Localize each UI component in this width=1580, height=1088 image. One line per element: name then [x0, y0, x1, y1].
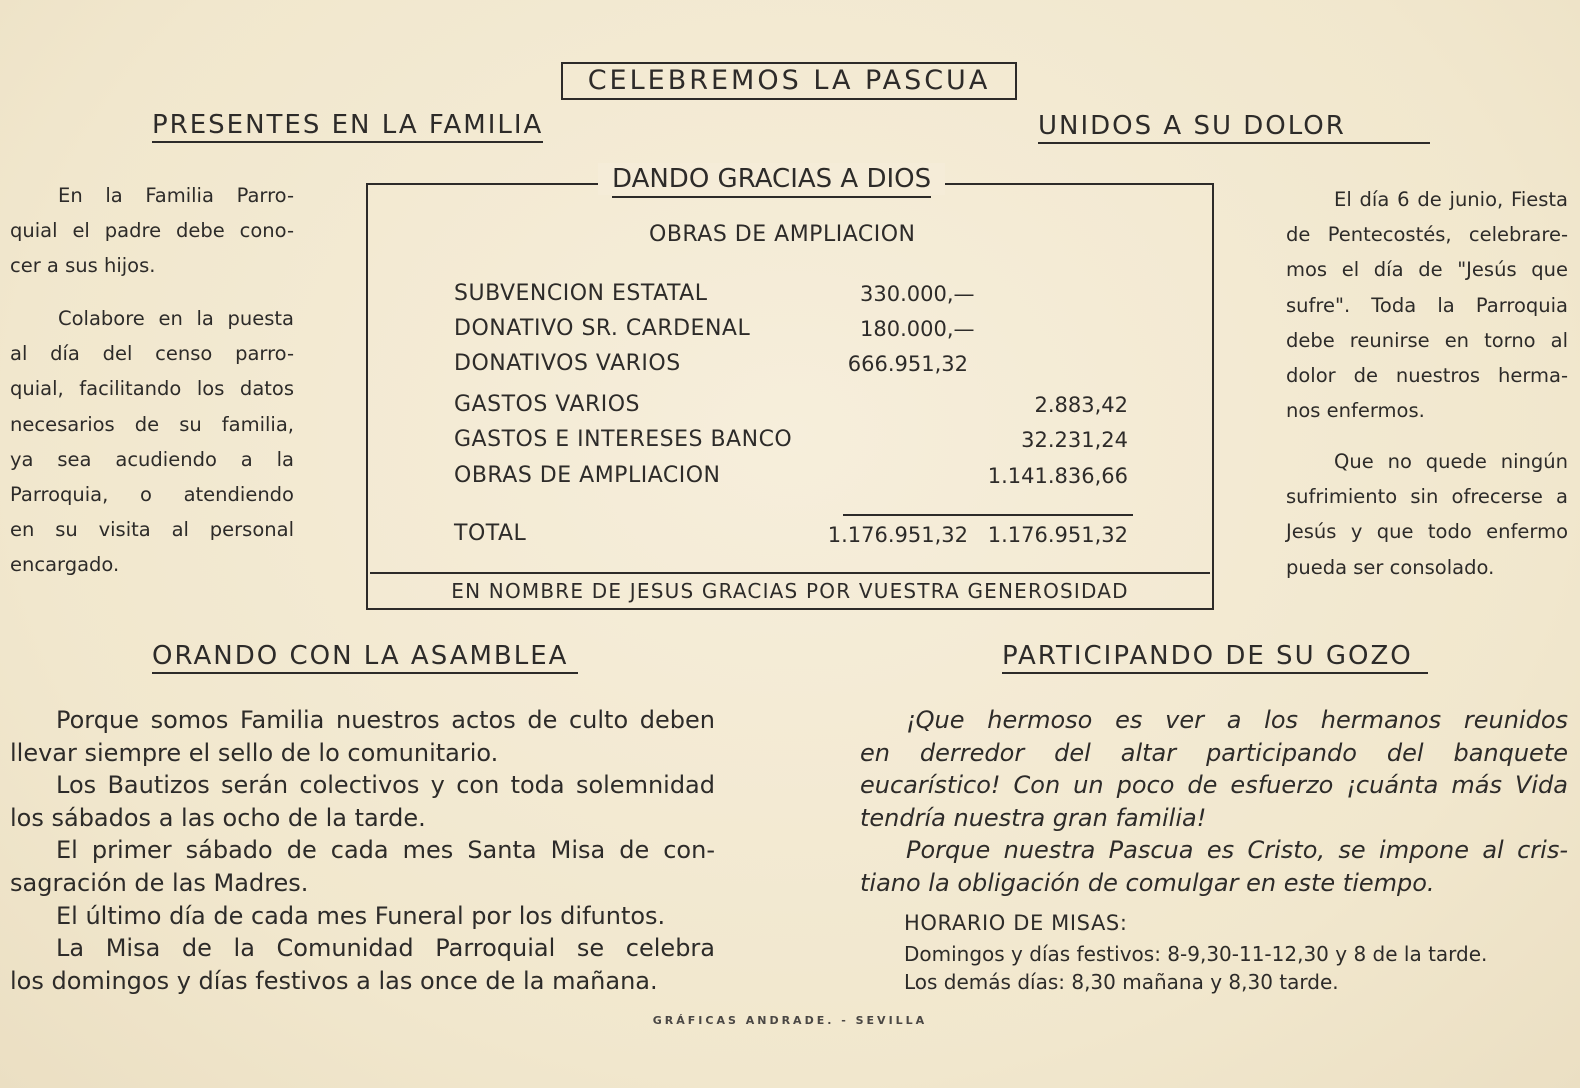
line: debe reunirse en torno al — [1286, 328, 1568, 352]
income-label: DONATIVOS VARIOS — [454, 351, 681, 376]
total-income: 1.176.951,32 — [827, 523, 968, 547]
expense-amount: 1.141.836,66 — [987, 464, 1128, 488]
box-footer: EN NOMBRE DE JESUS GRACIAS POR VUESTRA GENEROSIDAD — [451, 579, 1129, 603]
text-line: tiano la obligación de comulgar en este tiempo. — [860, 868, 1435, 897]
schedule-title: HORARIO DE MISAS: — [904, 911, 1128, 935]
schedule-line: Domingos y días festivos: 8-9,30-11-12,30 y 8 de la tarde. — [904, 942, 1488, 966]
line: encargado. — [10, 553, 120, 577]
line: ya sea acudiendo a la — [10, 447, 294, 471]
total-expenses: 1.176.951,32 — [987, 523, 1128, 547]
line: sufre". Toda la Parroquia — [1286, 293, 1568, 317]
right-top-para2 — [1286, 444, 1568, 585]
line: quial, facilitando los datos — [10, 377, 294, 401]
line: Que no quede ningún — [1334, 450, 1568, 473]
expense-label: GASTOS VARIOS — [454, 392, 641, 417]
main-title: CELEBREMOS LA PASCUA — [561, 62, 1017, 100]
left-top-para1 — [10, 178, 294, 284]
line: cer a sus hijos. — [10, 254, 156, 278]
box-title — [598, 163, 945, 195]
heading-presentes: PRESENTES EN LA FAMILIA — [152, 110, 543, 143]
line: Jesús y que todo enfermo — [1286, 520, 1568, 544]
expense-amount: 32.231,24 — [1021, 428, 1128, 452]
text-line: llevar siempre el sello de lo comunitario. — [10, 738, 499, 767]
income-amount: 330.000,— — [860, 282, 975, 306]
line: nos enfermos. — [1286, 399, 1425, 423]
line: mos el día de "Jesús que — [1286, 258, 1568, 282]
schedule-line: Los demás días: 8,30 mañana y 8,30 tarde. — [904, 970, 1339, 994]
text-line: sagración de las Madres. — [10, 868, 309, 897]
right-bottom-text — [860, 704, 1568, 900]
expense-label: OBRAS DE AMPLIACION — [454, 463, 721, 488]
schedule-list — [904, 940, 1487, 996]
line: al día del censo parro- — [10, 342, 294, 366]
printer-credit: GRÁFICAS ANDRADE. - SEVILLA — [652, 1014, 928, 1027]
line: de Pentecostés, celebrare- — [1286, 223, 1568, 247]
text-line: en derredor del altar participando del banquete — [860, 738, 1568, 767]
line: necesarios de su familia, — [10, 412, 294, 436]
text-line: Porque nuestra Pascua es Cristo, se impone al cris- — [906, 836, 1568, 865]
left-bottom-text — [10, 704, 715, 997]
box-footer-rule — [370, 572, 1210, 574]
line: Colabore en la puesta — [58, 307, 294, 330]
line: dolor de nuestros herma- — [1286, 364, 1568, 388]
income-amount: 666.951,32 — [847, 352, 968, 376]
text-line: tendría nuestra gran familia! — [860, 803, 1207, 832]
heading-orando: ORANDO CON LA ASAMBLEA — [152, 641, 578, 674]
text-line: El primer sábado de cada mes Santa Misa de con- — [56, 836, 715, 865]
income-label: DONATIVO SR. CARDENAL — [454, 316, 751, 341]
total-rule — [843, 514, 1133, 516]
line: sufrimiento sin ofrecerse a — [1286, 485, 1568, 509]
income-label: SUBVENCION ESTATAL — [454, 281, 708, 306]
line: en su visita al personal — [10, 518, 294, 542]
text-line: los domingos y días festivos a las once de la mañana. — [10, 966, 658, 995]
text-line: ¡Que hermoso es ver a los hermanos reunidos — [906, 706, 1568, 734]
line: Parroquia, o atendiendo — [10, 483, 294, 507]
text-line: El último día de cada mes Funeral por los difuntos. — [56, 901, 666, 930]
right-top-para1 — [1286, 182, 1568, 428]
text-line: Los Bautizos serán colectivos y con toda solemnidad — [56, 771, 715, 800]
expense-label: GASTOS E INTERESES BANCO — [454, 427, 793, 452]
text-line: Porque somos Familia nuestros actos de culto deben — [56, 706, 715, 734]
text-line: los sábados a las ocho de la tarde. — [10, 803, 426, 832]
income-amount: 180.000,— — [860, 317, 975, 341]
line: El día 6 de junio, Fiesta — [1334, 188, 1568, 211]
expense-amount: 2.883,42 — [1034, 393, 1128, 417]
line: En la Familia Parro- — [58, 184, 294, 207]
box-subheading: OBRAS DE AMPLIACION — [649, 222, 916, 247]
line: quial el padre debe cono- — [10, 219, 294, 243]
box-title-text: DANDO GRACIAS A DIOS — [612, 164, 931, 198]
line: pueda ser consolado. — [1286, 555, 1495, 579]
heading-unidos: UNIDOS A SU DOLOR — [1038, 111, 1430, 144]
text-line: eucarístico! Con un poco de esfuerzo ¡cuánta más Vida — [860, 771, 1568, 800]
total-label: TOTAL — [454, 521, 527, 546]
text-line: La Misa de la Comunidad Parroquial se celebra — [56, 934, 715, 963]
left-top-para2 — [10, 301, 294, 583]
heading-participando: PARTICIPANDO DE SU GOZO — [1002, 641, 1428, 674]
